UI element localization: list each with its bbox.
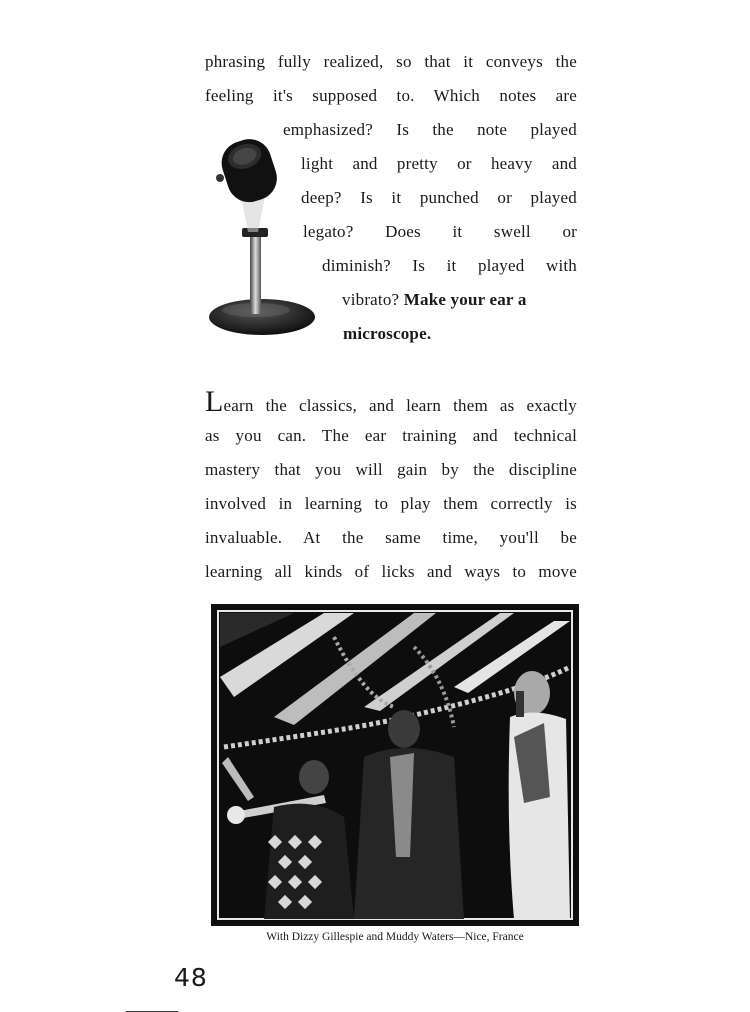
body-text-fragment: vibrato? xyxy=(342,290,404,309)
body-text-line: deep? Is it punched or played xyxy=(301,188,577,207)
concert-photo-graphic xyxy=(214,607,576,923)
drop-cap: L xyxy=(205,385,224,418)
page-number: 48 xyxy=(174,963,208,992)
body-text-line: feeling it's supposed to. Which notes are xyxy=(205,86,577,105)
microphone-illustration xyxy=(206,132,324,338)
body-text-line: emphasized? Is the note played xyxy=(283,120,577,139)
body-text-line: learning all kinds of licks and ways to move xyxy=(205,562,577,581)
photo-caption: With Dizzy Gillespie and Muddy Waters—Nice, France xyxy=(266,931,524,943)
body-text-fragment: earn the classics, and learn them as exactly xyxy=(223,396,577,415)
body-text-line: legato? Does it swell or xyxy=(303,222,577,241)
body-text-line xyxy=(205,385,577,418)
body-text-line: as you can. The ear training and technical xyxy=(205,426,577,445)
body-text-line: phrasing fully realized, so that it conveys the xyxy=(205,52,577,71)
body-text-line: mastery that you will gain by the discipline xyxy=(205,460,577,479)
emphasis-text: microscope. xyxy=(343,324,432,343)
body-text-line xyxy=(342,289,527,311)
body-text-line: light and pretty or heavy and xyxy=(301,154,577,173)
concert-photo xyxy=(211,604,579,926)
emphasis-text: Make your ear a xyxy=(403,290,527,309)
body-text-line: invaluable. At the same time, you'll be xyxy=(205,528,577,547)
body-text-line: diminish? Is it played with xyxy=(322,256,577,275)
body-text-line: involved in learning to play them correctly is xyxy=(205,494,577,513)
